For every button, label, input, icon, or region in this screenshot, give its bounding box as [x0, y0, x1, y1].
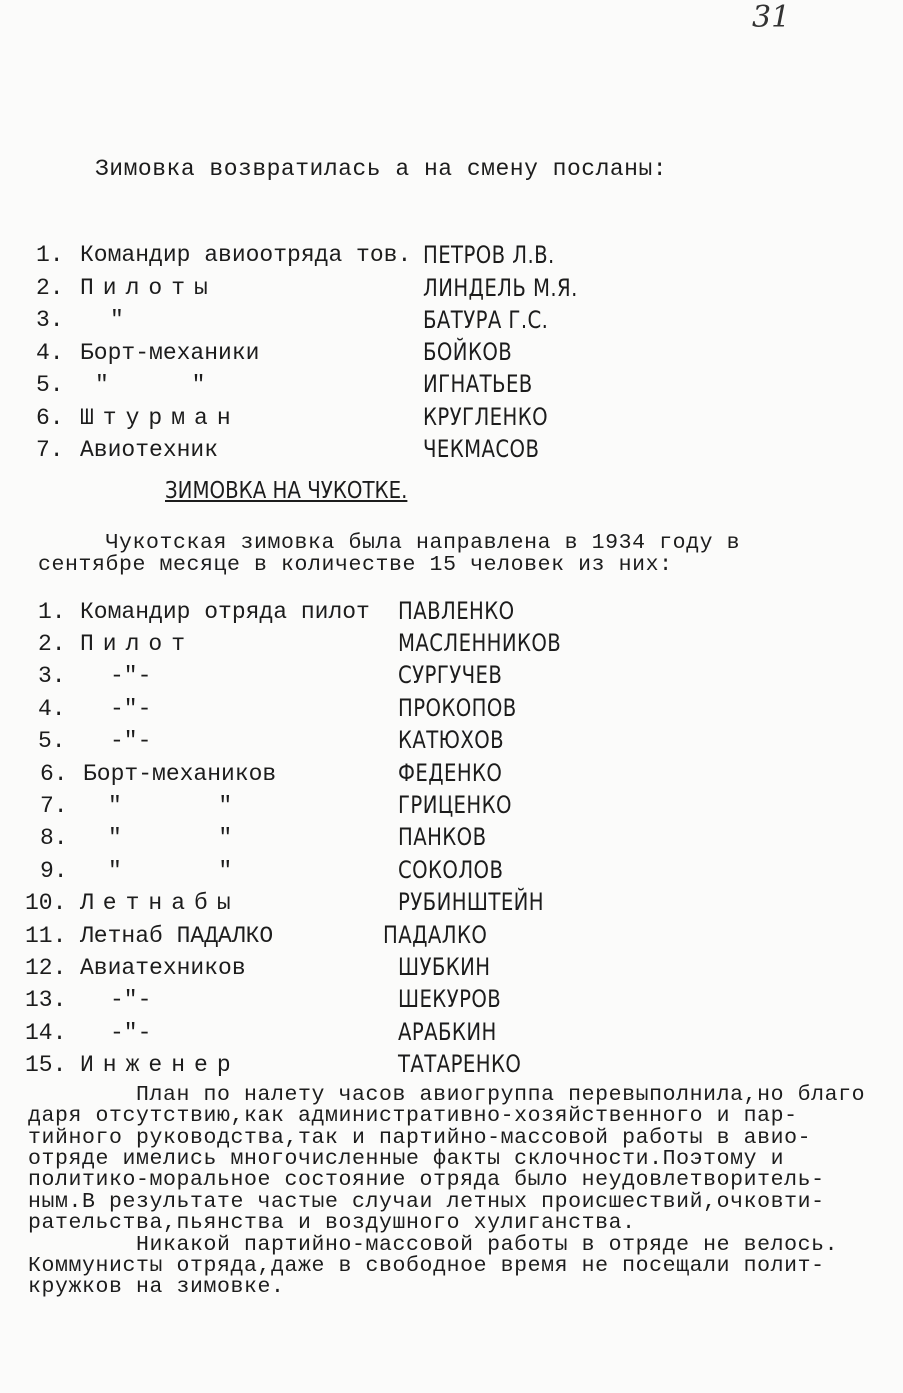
item-role: -"- — [110, 663, 152, 689]
item-number: 11. — [25, 923, 67, 949]
item-role: -"- — [110, 696, 152, 722]
paragraph-line: Коммунисты отряда,даже в свободное время не посещали полит- — [28, 1254, 825, 1278]
item-role: Авиотехник — [80, 437, 219, 463]
intro-line: Зимовка возвратилась а на смену посланы: — [95, 156, 668, 182]
section-heading: ЗИМОВКА НА ЧУКОТКЕ. — [165, 478, 408, 504]
item-number: 10. — [25, 890, 67, 916]
item-name: ПРОКОПОВ — [398, 694, 517, 722]
paragraph-line: рательства,пьянства и воздушного хулиганства. — [28, 1211, 636, 1235]
item-name: ИГНАТЬЕВ — [423, 370, 533, 398]
item-number: 2. — [38, 631, 66, 657]
item-name: ГРИЦЕНКО — [398, 791, 512, 819]
item-role: " " — [108, 858, 233, 884]
item-name: РУБИНШТЕЙН — [398, 888, 545, 916]
item-number: 6. — [36, 405, 64, 431]
item-number: 3. — [36, 307, 64, 333]
item-role: Летнаб ПАДАЛКО — [80, 923, 274, 949]
item-name: ТАТАРЕНКО — [398, 1050, 522, 1078]
item-role: " — [110, 307, 124, 333]
item-name: АРАБКИН — [398, 1018, 497, 1046]
item-name: ПЕТРОВ Л.В. — [423, 241, 555, 269]
item-role: -"- — [110, 1020, 152, 1046]
item-number: 1. — [36, 242, 64, 268]
item-number: 3. — [38, 663, 66, 689]
item-number: 13. — [25, 987, 67, 1013]
item-number: 4. — [36, 340, 64, 366]
item-role: Командир отряда пилот — [80, 599, 370, 625]
item-name: ЧЕКМАСОВ — [423, 435, 540, 463]
item-name: МАСЛЕННИКОВ — [398, 629, 562, 657]
paragraph-line: тийного руководства,так и партийно-массовой работы в авио- — [28, 1126, 812, 1150]
item-number: 1. — [38, 599, 66, 625]
item-role: Летнабы — [80, 890, 240, 916]
item-role: Борт-механиков — [83, 761, 277, 787]
item-number: 6. — [40, 761, 68, 787]
item-role: Борт-механики — [80, 340, 260, 366]
paragraph-line: Никакой партийно-массовой работы в отряде не велось. — [28, 1233, 839, 1257]
item-role: " " — [95, 372, 206, 398]
item-number: 8. — [40, 825, 68, 851]
item-name: КРУГЛЕНКО — [423, 403, 549, 431]
item-name: БАТУРА Г.С. — [423, 306, 549, 334]
item-role: Командир авиоотряда тов. — [80, 242, 412, 268]
item-role: -"- — [110, 987, 152, 1013]
item-role: -"- — [110, 728, 152, 754]
item-name: КАТЮХОВ — [398, 726, 505, 754]
item-name: БОЙКОВ — [423, 338, 513, 366]
item-number: 4. — [38, 696, 66, 722]
item-number: 5. — [36, 372, 64, 398]
item-number: 14. — [25, 1020, 67, 1046]
item-number: 12. — [25, 955, 67, 981]
item-name: СОКОЛОВ — [398, 856, 504, 884]
paragraph-line: Чукотская зимовка была направлена в 1934 году в — [38, 531, 741, 555]
item-name: ПАВЛЕНКО — [398, 597, 515, 625]
item-role: Штурман — [80, 405, 240, 431]
item-number: 7. — [36, 437, 64, 463]
item-role: Пилоты — [80, 275, 217, 301]
paragraph-line: политико-моральное состояние отряда было неудовлетворитель- — [28, 1168, 825, 1192]
item-role: Инженер — [80, 1052, 240, 1078]
item-number: 15. — [25, 1052, 67, 1078]
item-name: СУРГУЧЕВ — [398, 661, 503, 689]
paragraph-line: План по налету часов авиогруппа перевыполнила,но благо — [28, 1083, 866, 1107]
item-name: ШУБКИН — [398, 953, 491, 981]
item-number: 9. — [40, 858, 68, 884]
paragraph-line: даря отсутствию,как административно-хозяйственного и пар- — [28, 1104, 798, 1128]
item-name: ФЕДЕНКО — [398, 759, 503, 787]
paragraph-line: ным.В результате частые случаи летных происшествий,очковти- — [28, 1190, 825, 1214]
item-name: ШЕКУРОВ — [398, 985, 502, 1013]
item-number: 2. — [36, 275, 64, 301]
paragraph-line: отряде имелись многочисленные факты склочности.Поэтому и — [28, 1147, 785, 1171]
item-name: ПАДАЛКО — [383, 921, 488, 949]
paragraph-line: кружков на зимовке. — [28, 1275, 285, 1299]
item-role: " " — [108, 825, 233, 851]
item-number: 7. — [40, 793, 68, 819]
item-name: ПАНКОВ — [398, 823, 487, 851]
item-role: " " — [108, 793, 233, 819]
item-number: 5. — [38, 728, 66, 754]
page-number: 31 — [752, 0, 791, 35]
item-role: Авиатехников — [80, 955, 246, 981]
paragraph-line: сентябре месяце в количестве 15 человек из них: — [38, 553, 673, 577]
item-role: Пилот — [80, 631, 195, 657]
item-name: ЛИНДЕЛЬ М.Я. — [423, 274, 578, 302]
